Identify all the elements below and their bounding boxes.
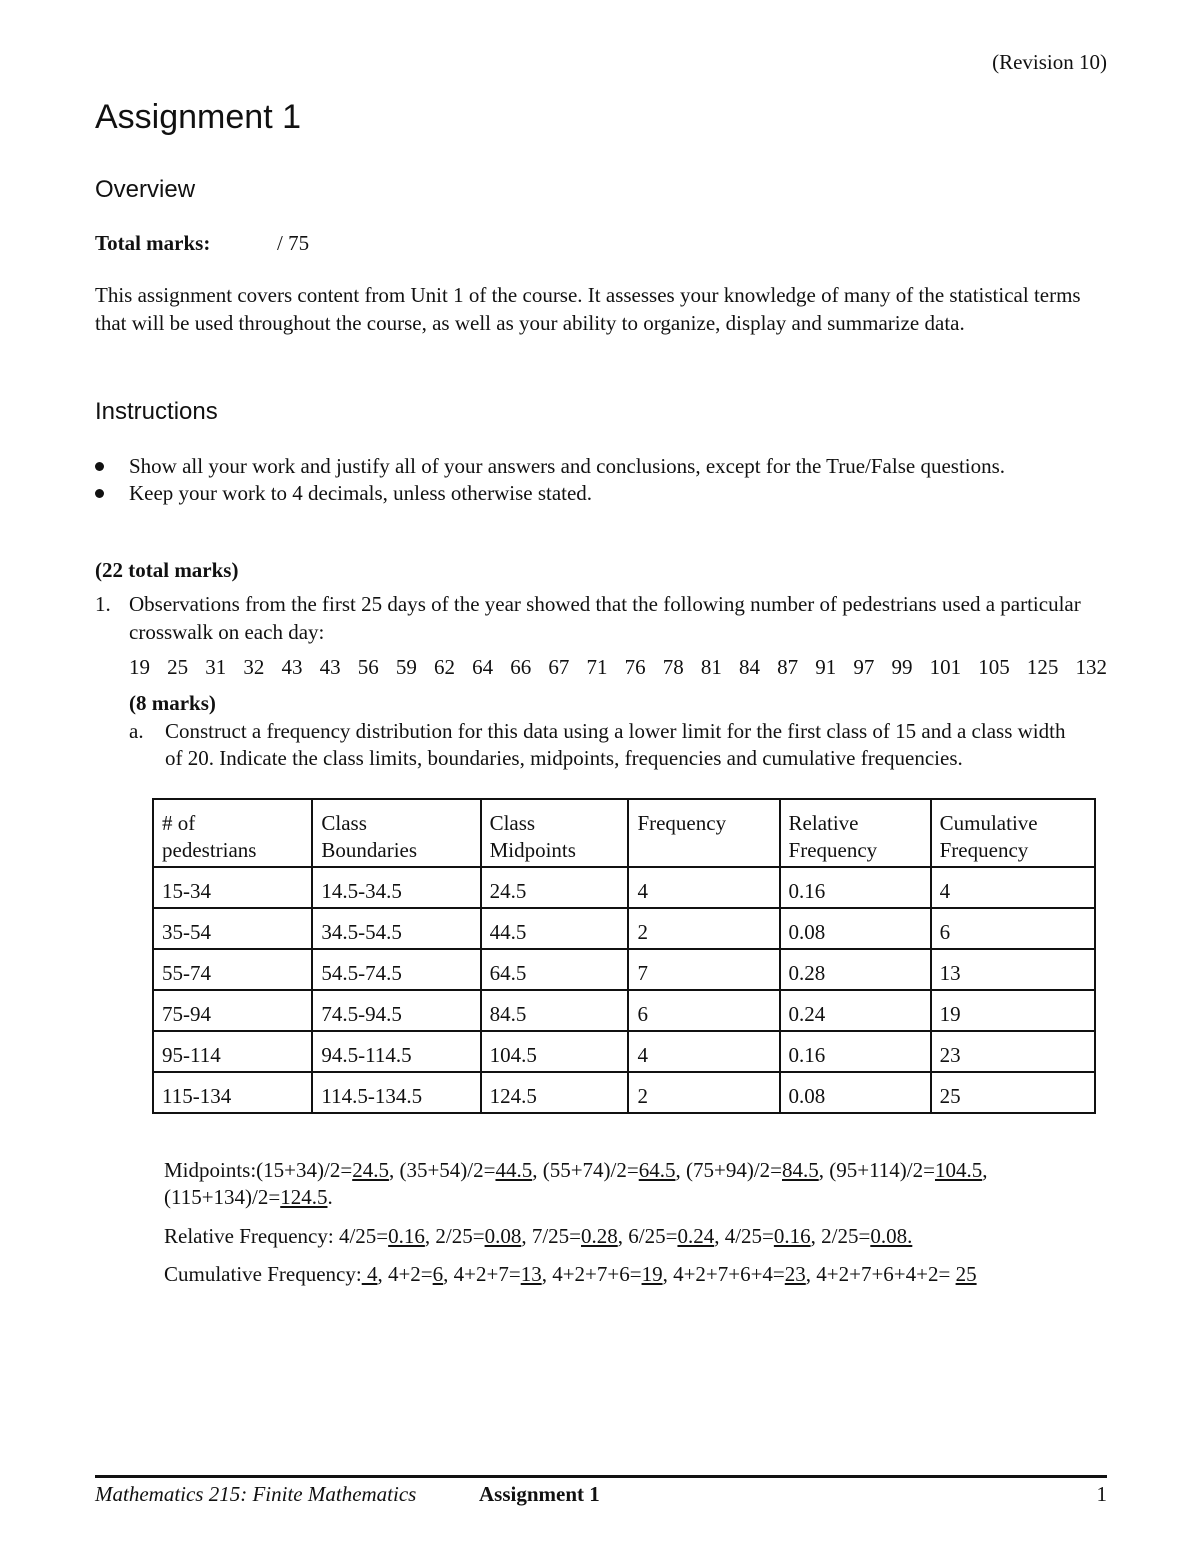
header-line: pedestrians (162, 838, 257, 862)
calc-result: 104.5 (934, 1158, 983, 1182)
data-value: 43 (281, 655, 303, 679)
data-value: 32 (243, 655, 265, 679)
table-row (153, 1031, 1095, 1072)
part-letter: a. (129, 719, 144, 743)
table-cell: 7 (628, 949, 779, 990)
calc-result: 84.5 (782, 1158, 819, 1182)
calc-result: 124.5 (280, 1185, 328, 1209)
header-line: # of (162, 811, 196, 835)
calc-text: , 4/25= (714, 1224, 774, 1248)
table-cell: 0.08 (780, 908, 931, 949)
calc-result: 25 (955, 1262, 977, 1286)
calc-result: 0.16 (388, 1224, 425, 1248)
table-cell: 75-94 (153, 990, 312, 1031)
header-line: Boundaries (321, 838, 418, 862)
data-value: 101 (929, 655, 962, 679)
list-item (95, 480, 1095, 507)
data-value: 132 (1075, 655, 1107, 679)
calc-text: , 4+2+7+6+4+2= (805, 1262, 956, 1286)
table-cell: 6 (628, 990, 779, 1031)
table-cell: 24.5 (481, 867, 629, 908)
table-cell: 6 (931, 908, 1095, 949)
calc-text: , (115+134)/2= (164, 1158, 993, 1209)
calc-result: 19 (641, 1262, 663, 1286)
instruction-text: Show all your work and justify all of your answers and conclusions, except for the True/False questions. (129, 454, 1006, 478)
part-a-text: Construct a frequency distribution for this data using a lower limit for the first class of 15 and a class width of 20. Indicate the class limits, boundaries, midpoints, frequencies and cumulative frequencies. (165, 719, 1066, 770)
calc-text: . (327, 1185, 333, 1209)
overview-heading: Overview (95, 176, 196, 203)
calc-result: 4 (361, 1262, 378, 1286)
table-cell: 115-134 (153, 1072, 312, 1113)
header-line: Frequency (637, 811, 727, 835)
data-value: 59 (395, 655, 417, 679)
frequency-table (152, 798, 1096, 1114)
header-line: Relative (788, 811, 859, 835)
calc-text: , 4+2+7+6= (541, 1262, 642, 1286)
table-cell: 19 (931, 990, 1095, 1031)
data-value: 56 (357, 655, 379, 679)
calc-result: 6 (432, 1262, 444, 1286)
table-row (153, 1072, 1095, 1113)
calc-result: 13 (520, 1262, 542, 1286)
midpoints-calculation (164, 1157, 1104, 1211)
bullet-icon (95, 462, 104, 471)
bullet-icon (95, 489, 104, 498)
data-value: 66 (510, 655, 532, 679)
data-value: 76 (624, 655, 646, 679)
instructions-list (95, 453, 1095, 507)
calc-result: 0.08. (870, 1224, 913, 1248)
table-cell: 2 (628, 1072, 779, 1113)
table-cell: 74.5-94.5 (312, 990, 480, 1031)
calc-text: , 2/25= (424, 1224, 485, 1248)
table-cell: 104.5 (481, 1031, 629, 1072)
calc-result: 0.24 (677, 1224, 715, 1248)
column-header (312, 799, 480, 867)
calc-text: , 7/25= (521, 1224, 581, 1248)
table-cell: 35-54 (153, 908, 312, 949)
calc-text: , 4+2+7+6+4= (662, 1262, 785, 1286)
table-cell: 13 (931, 949, 1095, 990)
table-cell: 95-114 (153, 1031, 312, 1072)
data-value: 71 (586, 655, 608, 679)
data-value: 81 (700, 655, 722, 679)
table-row (153, 867, 1095, 908)
column-header (628, 799, 779, 867)
data-value: 91 (815, 655, 837, 679)
calc-text: , 6/25= (617, 1224, 678, 1248)
data-value: 43 (319, 655, 341, 679)
question-text: Observations from the first 25 days of the year showed that the following number of pedestrians used a particular crosswalk on each day: (129, 592, 1081, 644)
table-cell: 2 (628, 908, 779, 949)
footer-divider (95, 1475, 1107, 1478)
data-value: 25 (167, 655, 189, 679)
column-header (153, 799, 312, 867)
table-cell: 4 (628, 867, 779, 908)
calc-result: 44.5 (495, 1158, 533, 1182)
table-cell: 0.16 (780, 867, 931, 908)
header-line: Frequency (788, 838, 878, 862)
calc-result: 0.16 (773, 1224, 811, 1248)
calc-text: Relative Frequency: 4/25= (164, 1224, 389, 1248)
calc-result: 0.28 (581, 1224, 618, 1248)
data-value: 78 (662, 655, 684, 679)
table-cell: 84.5 (481, 990, 629, 1031)
data-value: 97 (853, 655, 875, 679)
header-line: Midpoints (489, 838, 576, 862)
page-number: 1 (1096, 1482, 1107, 1506)
total-marks-label: Total marks: (95, 231, 211, 255)
total-marks (95, 231, 309, 256)
table-cell: 124.5 (481, 1072, 629, 1113)
header-line: Class (489, 811, 536, 835)
table-cell: 25 (931, 1072, 1095, 1113)
data-value: 62 (434, 655, 455, 679)
part-a-marks: (8 marks) (129, 691, 216, 715)
table-cell: 23 (931, 1031, 1095, 1072)
table-cell: 4 (931, 867, 1095, 908)
table-row (153, 908, 1095, 949)
calc-text: , (55+74)/2= (532, 1158, 639, 1182)
table-body (153, 867, 1095, 1113)
cumulative-frequency-calculation (164, 1261, 1104, 1288)
page-title: Assignment 1 (95, 98, 301, 136)
calc-result: 24.5 (352, 1158, 389, 1182)
calc-result: 23 (784, 1262, 806, 1286)
footer-assignment: Assignment 1 (479, 1482, 600, 1506)
data-value: 125 (1026, 655, 1059, 679)
table-cell: 94.5-114.5 (312, 1031, 480, 1072)
header-line: Cumulative (939, 811, 1038, 835)
data-value: 67 (548, 655, 570, 679)
table-cell: 0.28 (780, 949, 931, 990)
data-value: 105 (978, 655, 1010, 679)
calc-text: , 2/25= (810, 1224, 871, 1248)
section-marks: (22 total marks) (95, 558, 239, 582)
calc-result: 0.08 (484, 1224, 522, 1248)
data-value: 19 (129, 655, 150, 679)
table-cell: 64.5 (481, 949, 629, 990)
instructions-heading: Instructions (95, 398, 218, 425)
relative-frequency-calculation (164, 1223, 1104, 1250)
data-value: 31 (205, 655, 227, 679)
table-cell: 15-34 (153, 867, 312, 908)
column-header (780, 799, 931, 867)
header-line: Class (321, 811, 367, 835)
intro-paragraph: This assignment covers content from Unit 1 of the course. It assesses your knowledge of many of the statistical terms that will be used throughout the course, as well as your ability to organize, display and summarize data. (95, 283, 1081, 335)
table-header-row (153, 799, 1095, 867)
total-marks-value: / 75 (277, 231, 310, 255)
data-value: 99 (891, 655, 913, 679)
question-number: 1. (95, 592, 111, 616)
calc-text: , (95+114)/2= (818, 1158, 935, 1182)
revision-label: (Revision 10) (992, 50, 1107, 74)
calc-text: , 4+2= (377, 1262, 433, 1286)
table-row (153, 949, 1095, 990)
document-page (95, 0, 1107, 1553)
footer-course: Mathematics 215: Finite Mathematics (95, 1482, 417, 1506)
calc-text: Cumulative Frequency: (164, 1262, 362, 1286)
column-header (481, 799, 629, 867)
list-item (95, 453, 1095, 480)
data-value: 87 (777, 655, 799, 679)
table-cell: 54.5-74.5 (312, 949, 480, 990)
table-cell: 0.24 (780, 990, 931, 1031)
calc-text: , (35+54)/2= (388, 1158, 496, 1182)
table-cell: 114.5-134.5 (312, 1072, 480, 1113)
observation-data (129, 655, 1107, 680)
table-cell: 0.16 (780, 1031, 931, 1072)
header-line: Frequency (939, 838, 1029, 862)
calc-text: , 4+2+7= (443, 1262, 521, 1286)
footer (95, 1482, 1107, 1507)
table-cell: 34.5-54.5 (312, 908, 480, 949)
data-value: 84 (739, 655, 760, 679)
calc-text: Midpoints:(15+34)/2= (164, 1158, 353, 1182)
table-cell: 14.5-34.5 (312, 867, 480, 908)
calc-text: , (75+94)/2= (675, 1158, 782, 1182)
instruction-text: Keep your work to 4 decimals, unless otherwise stated. (129, 481, 593, 505)
table-cell: 4 (628, 1031, 779, 1072)
data-value: 64 (472, 655, 494, 679)
table-row (153, 990, 1095, 1031)
table-cell: 55-74 (153, 949, 312, 990)
table-cell: 0.08 (780, 1072, 931, 1113)
column-header (931, 799, 1095, 867)
table-cell: 44.5 (481, 908, 629, 949)
calc-result: 64.5 (638, 1158, 676, 1182)
